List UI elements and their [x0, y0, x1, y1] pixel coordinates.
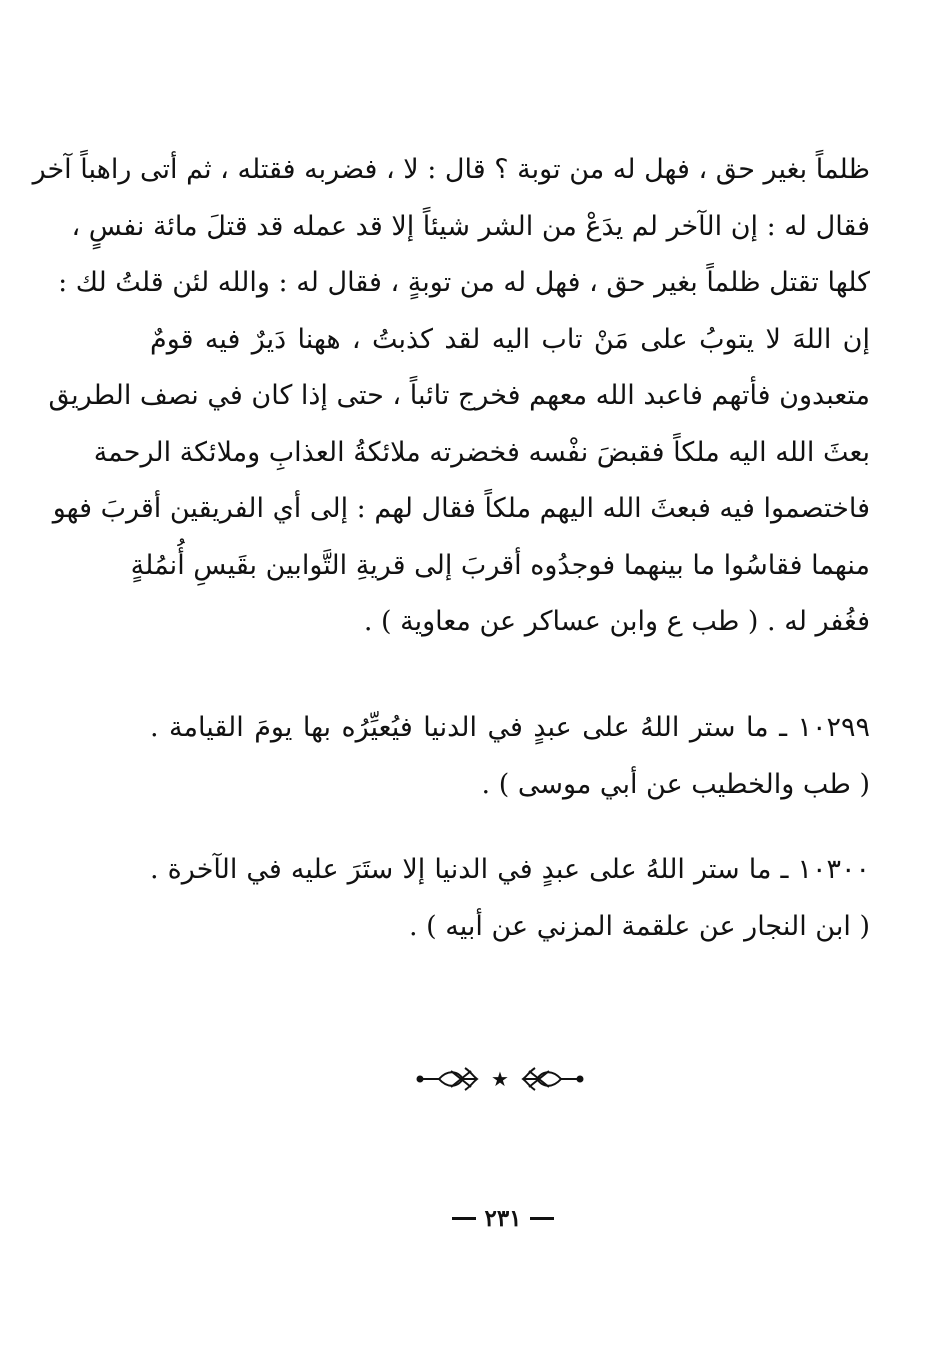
- hadith-entry-10300: [150, 842, 870, 955]
- text-line: إن اللهَ لا يتوبُ على مَنْ تاب اليه لقد كذبتُ ، ههنا دَيرٌ فيه قومٌ: [150, 323, 870, 355]
- text-line: منهما فقاسُوا ما بينهما فوجدُوه أقربَ إلى قريةِ التَّوابين بقَيسِ أُنمُلةٍ: [130, 549, 870, 581]
- page-number-dash: [530, 1217, 554, 1220]
- ornament-icon: [415, 1062, 585, 1096]
- text-line: فاختصموا فيه فبعثَ الله اليهم ملكاً فقال لهم : إلى أي الفريقين أقربَ فهو: [52, 493, 870, 524]
- text-line: كلها تقتل ظلماً بغير حق ، فهل له من توبةٍ ، فقال له : والله لئن قلتُ لك :: [58, 267, 870, 298]
- page-number: [438, 1200, 568, 1236]
- page-number-value: ٢٣١: [484, 1204, 522, 1232]
- page-number-dash: [452, 1217, 476, 1220]
- text-line: ١٠٣٠٠ ـ ما ستر اللهُ على عبدٍ في الدنيا إلا ستَرَ عليه في الآخرة .: [150, 854, 870, 885]
- ornament-divider: [415, 1062, 585, 1096]
- text-line: ظلماً بغير حق ، فهل له من توبة ؟ قال : لا ، فضربه فقتله ، ثم أتى راهباً آخر: [32, 154, 870, 185]
- text-line: فقال له : إن الآخر لم يدَعْ من الشر شيئاً إلا قد عمله قد قتلَ مائة نفسٍ ،: [71, 210, 870, 242]
- ornament-star: ★: [491, 1067, 509, 1091]
- text-line: فغُفر له . ( طب ع وابن عساكر عن معاوية ) .: [363, 606, 870, 637]
- source-citation: ( طب والخطيب عن أبي موسى ) .: [481, 768, 870, 800]
- text-line: بعثَ الله اليه ملكاً فقبضَ نفْسه فخضرته ملائكةُ العذابِ وملائكة الرحمة: [93, 436, 870, 468]
- text-line: ١٠٢٩٩ ـ ما ستر اللهُ على عبدٍ في الدنيا فيُعيِّرُه بها يومَ القيامة .: [150, 712, 870, 743]
- hadith-entry-10299: [150, 700, 870, 813]
- source-citation: ( ابن النجار عن علقمة المزني عن أبيه ) .: [408, 910, 870, 942]
- hadith-paragraph-continued: [32, 142, 870, 651]
- text-line: متعبدون فأتهم فاعبد الله معهم فخرج تائباً ، حتى إذا كان في نصف الطريق: [48, 380, 870, 411]
